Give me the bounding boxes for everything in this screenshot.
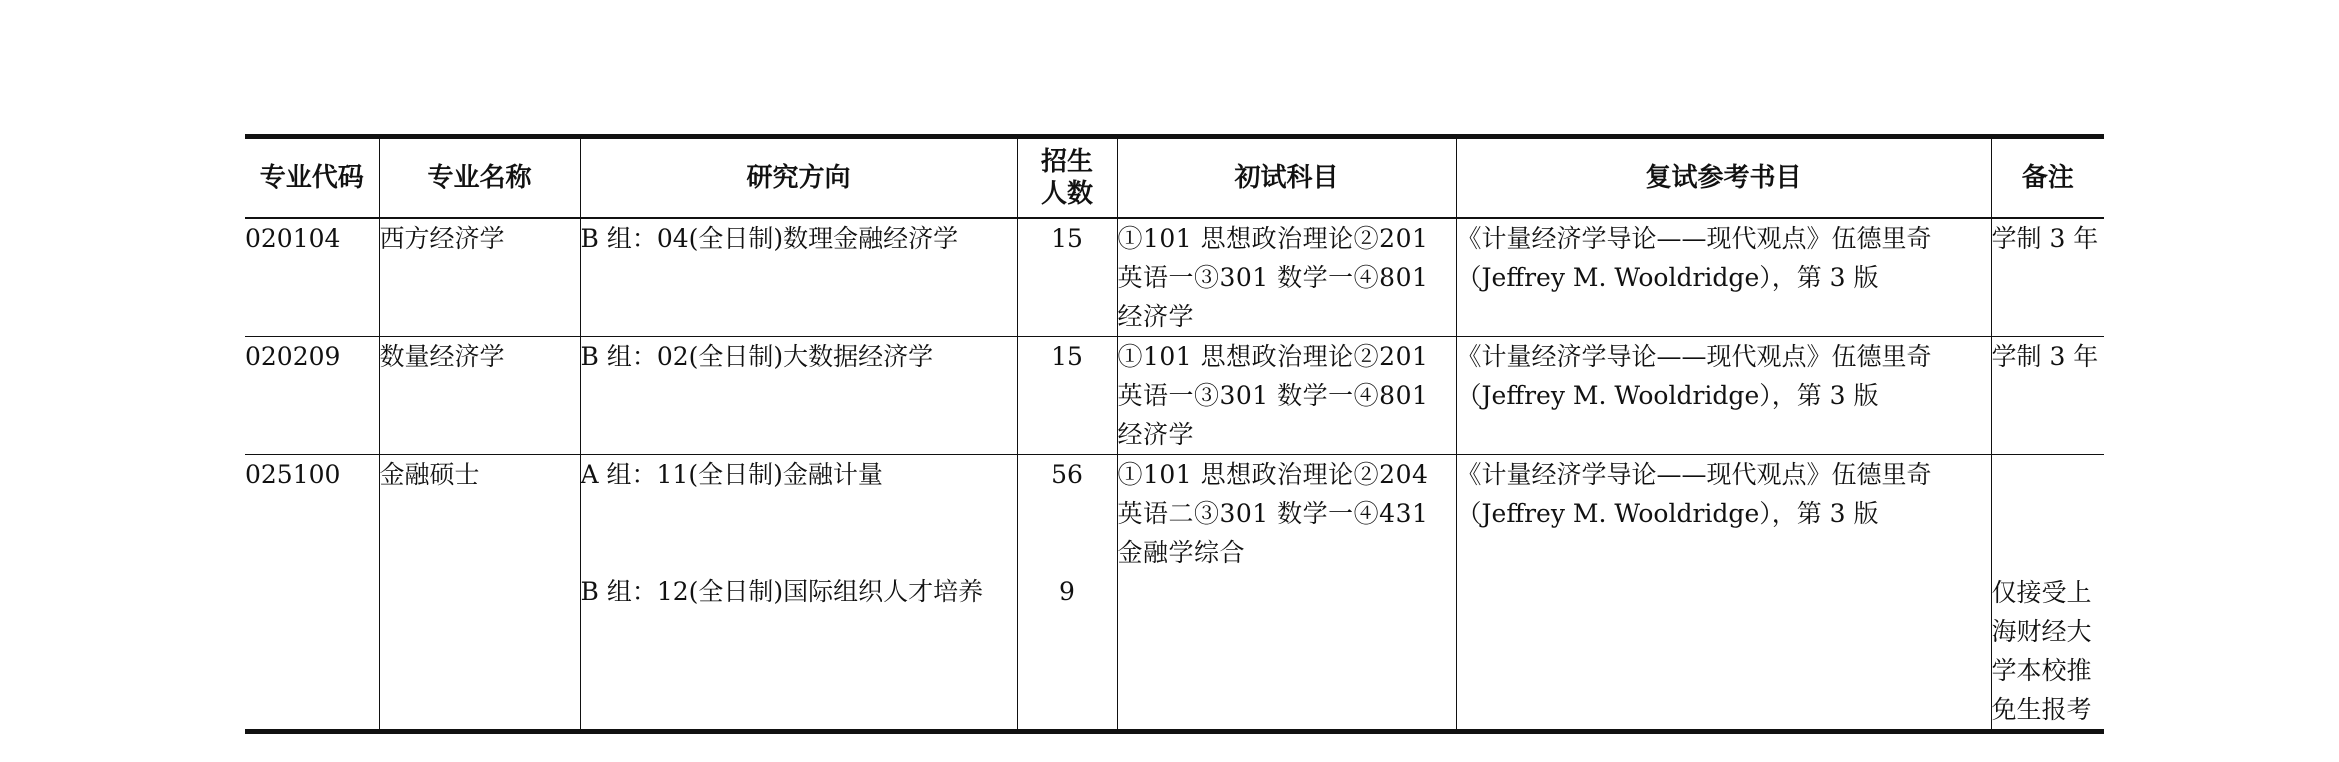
header-code: 专业代码	[245, 137, 379, 219]
remarks	[1991, 455, 2104, 732]
exam-subjects	[1117, 337, 1456, 455]
quota-value: 15	[1051, 342, 1083, 371]
header-name: 专业名称	[379, 137, 580, 219]
research-direction	[580, 218, 1017, 337]
table-row	[245, 455, 2104, 732]
exam-subjects-text: ①101 思想政治理论②204 英语二③301 数学一④431 金融学综合	[1117, 460, 1429, 567]
quota-value: 56	[1051, 460, 1083, 489]
direction-line: B 组：12(全日制)国际组织人才培养	[580, 577, 984, 606]
retest-books	[1456, 218, 1991, 337]
retest-books	[1456, 455, 1991, 732]
major-code: 025100	[245, 455, 379, 732]
remarks	[1991, 218, 2104, 337]
table-row	[245, 337, 2104, 455]
exam-subjects-text: ①101 思想政治理论②201 英语一③301 数学一④801 经济学	[1117, 342, 1429, 449]
major-name: 数量经济学	[379, 337, 580, 455]
quota-value: 9	[1059, 577, 1075, 606]
research-direction	[580, 337, 1017, 455]
direction-line: B 组：02(全日制)大数据经济学	[580, 342, 934, 371]
remarks-text: 学制 3 年	[1991, 342, 2099, 371]
quota-value: 15	[1051, 224, 1083, 253]
major-name: 金融硕士	[379, 455, 580, 732]
research-direction	[580, 455, 1017, 732]
enrollment-quota	[1017, 337, 1117, 455]
enrollment-quota	[1017, 455, 1117, 732]
exam-subjects	[1117, 455, 1456, 732]
major-name: 西方经济学	[379, 218, 580, 337]
retest-books-text: 《计量经济学导论——现代观点》伍德里奇（Jeffrey M. Wooldridge），第 3 版	[1456, 224, 1932, 292]
header-exam-subjects: 初试科目	[1117, 137, 1456, 219]
direction-spacer	[581, 494, 1017, 572]
enrollment-quota	[1017, 218, 1117, 337]
header-direction: 研究方向	[580, 137, 1017, 219]
remarks-text: 学制 3 年	[1991, 224, 2099, 253]
remarks	[1991, 337, 2104, 455]
remarks-text: 仅接受上海财经大学本校推免生报考	[1991, 578, 2092, 724]
major-code: 020209	[245, 337, 379, 455]
header-quota: 招生人数	[1017, 137, 1117, 219]
retest-books-text: 《计量经济学导论——现代观点》伍德里奇（Jeffrey M. Wooldridge），第 3 版	[1456, 342, 1932, 410]
admissions-table	[245, 134, 2104, 734]
major-code: 020104	[245, 218, 379, 337]
direction-line: A 组：11(全日制)金融计量	[580, 460, 883, 489]
retest-books	[1456, 337, 1991, 455]
quota-spacer	[1018, 494, 1117, 572]
table-row	[245, 218, 2104, 337]
header-row	[245, 137, 2104, 219]
direction-line: B 组：04(全日制)数理金融经济学	[580, 224, 959, 253]
header-remarks: 备注	[1991, 137, 2104, 219]
exam-subjects	[1117, 218, 1456, 337]
retest-books-text: 《计量经济学导论——现代观点》伍德里奇（Jeffrey M. Wooldridge），第 3 版	[1456, 460, 1932, 528]
header-retest-books: 复试参考书目	[1456, 137, 1991, 219]
exam-subjects-text: ①101 思想政治理论②201 英语一③301 数学一④801 经济学	[1117, 224, 1429, 331]
